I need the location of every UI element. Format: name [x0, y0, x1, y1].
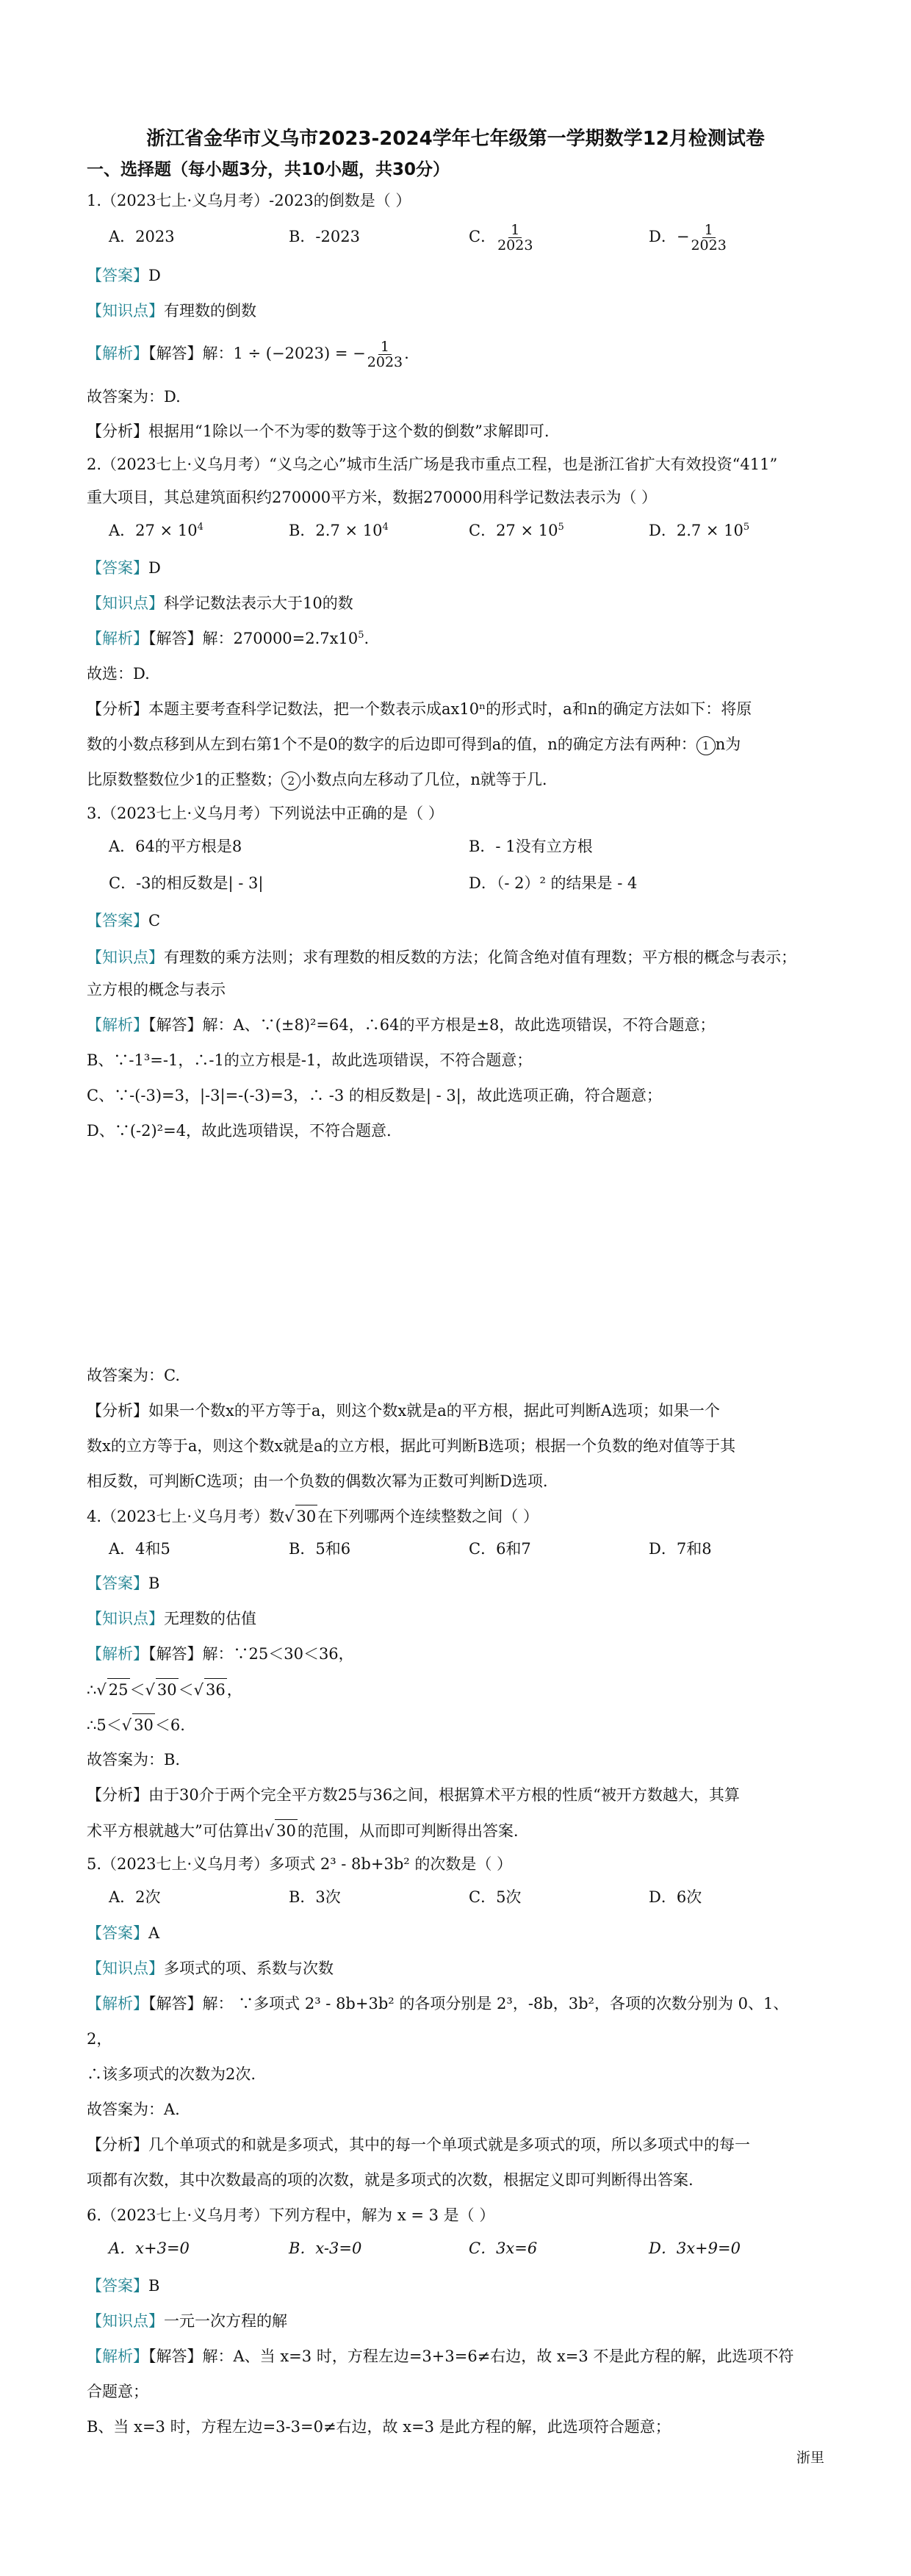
- conclusion-line: 故答案为：C.: [87, 1367, 180, 1384]
- solution-line: ∴√ 25＜√ 30＜√ 36，: [87, 1678, 829, 1701]
- solution-line: 2，: [87, 2030, 112, 2048]
- option-b: B．3次: [289, 1888, 341, 1906]
- circled-number: 1: [696, 736, 716, 755]
- option-b: B．x-3=0: [289, 2239, 362, 2257]
- fraction: $\frac{1}{2023}$: [497, 222, 533, 253]
- solution-line: C、∵-(-3)=3，|-3|=-(-3)=3，∴ -3 的相反数是| - 3|，故此选项正确，符合题意；: [87, 1087, 662, 1104]
- option-a: A．2次: [109, 1888, 161, 1906]
- knowledge-line: 【知识点】无理数的估值: [87, 1610, 256, 1627]
- knowledge-line: 立方根的概念与表示: [87, 981, 226, 999]
- option-d: D．− $\frac{1}{2023}$: [649, 222, 727, 253]
- knowledge-line: 【知识点】一元一次方程的解: [87, 2312, 287, 2330]
- question-1-options: [109, 220, 829, 253]
- option-b: B．$2.7 \times 10^4$: [289, 522, 389, 539]
- analysis-line: 数的小数点移到从左到右第1个不是0的数字的后边即可得到a的值，n的确定方法有两种： 1 n为: [87, 733, 829, 755]
- conclusion-line: 故选：D.: [87, 665, 150, 683]
- analysis-line: 术平方根就越大”可估算出√ 30的范围，从而即可判断得出答案.: [87, 1819, 829, 1842]
- option-a: A．4和5: [109, 1540, 170, 1558]
- solution-line: 【解析】【解答】解：A、∵(±8)²=64，∴64的平方根是±8，故此选项错误，不符合题意；: [87, 1016, 716, 1034]
- question-1-stem: 1.（2023七上·义乌月考）-2023的倒数是（ ）: [87, 192, 411, 209]
- question-2-stem: 重大项目，其总建筑面积约270000平方米，数据270000用科学记数法表示为（ ）: [87, 489, 658, 506]
- option-b: B．- 1没有立方根: [469, 838, 593, 855]
- solution-line: 【解析】【解答】解：A、当 x=3 时，方程左边=3+3=6≠右边，故 x=3 不是此方程的解，此选项不符: [87, 2347, 794, 2365]
- fraction: $\frac{1}{2023}$: [367, 339, 403, 370]
- option-c: C．6和7: [469, 1540, 531, 1558]
- option-c: C． $\frac{1}{2023}$: [469, 222, 533, 253]
- answer-line: 【答案】C: [87, 912, 161, 929]
- option-d: D．7和8: [649, 1540, 712, 1558]
- question-3-options-row1: [109, 830, 829, 863]
- analysis-line: 比原数整数位少1的正整数； 2 小数点向左移动了几位，n就等于几.: [87, 769, 829, 791]
- option-d: D．3x+9=0: [649, 2239, 741, 2257]
- solution-line: ∴5＜√ 30＜6.: [87, 1713, 829, 1736]
- option-c: C．$27 \times 10^5$: [469, 522, 564, 539]
- option-a: A．x+3=0: [109, 2239, 190, 2257]
- solution-line: B、∵-1³=-1，∴-1的立方根是-1，故此选项错误，不符合题意；: [87, 1051, 533, 1069]
- question-4-stem: 4.（2023七上·义乌月考）数√ 30在下列哪两个连续整数之间（ ）: [87, 1505, 829, 1528]
- question-5-options: [109, 1881, 829, 1913]
- option-d: D．$2.7 \times 10^5$: [649, 522, 750, 539]
- question-2-stem: 2.（2023七上·义乌月考）“义乌之心”城市生活广场是我市重点工程，也是浙江省扩大有效投资“411”: [87, 456, 778, 473]
- answer-line: 【答案】B: [87, 2277, 160, 2295]
- analysis-line: 数x的立方等于a，则这个数x就是a的立方根，据此可判断B选项；根据一个负数的绝对值等于其: [87, 1437, 736, 1455]
- option-b: B．-2023: [289, 228, 360, 245]
- option-a: A．2023: [109, 228, 175, 245]
- circled-number: 2: [281, 771, 300, 791]
- answer-line: 【答案】B: [87, 1575, 160, 1592]
- page-title: 浙江省金华市义乌市2023-2024学年七年级第一学期数学12月检测试卷: [146, 128, 765, 150]
- question-4-options: [109, 1533, 829, 1565]
- fraction: $\frac{1}{2023}$: [691, 222, 727, 253]
- analysis-line: 项都有次数，其中次数最高的项的次数，就是多项式的次数，根据定义即可判断得出答案.: [87, 2171, 694, 2189]
- solution-line: D、∵(-2)²=4，故此选项错误，不符合题意.: [87, 1122, 392, 1140]
- knowledge-line: 【知识点】有理数的倒数: [87, 302, 256, 320]
- solution-line: 合题意；: [87, 2383, 148, 2400]
- analysis-line: 【分析】几个单项式的和就是多项式，其中的每一个单项式就是多项式的项，所以多项式中的每一: [87, 2136, 750, 2154]
- analysis-line: 【分析】由于30介于两个完全平方数25与36之间，根据算术平方根的性质“被开方数越大，其算: [87, 1786, 740, 1804]
- analysis-line: 【分析】本题主要考查科学记数法，把一个数表示成ax10ⁿ的形式时，a和n的确定方法如下：将原: [87, 700, 752, 718]
- solution-line: 【解析】【解答】解： ∵多项式 2³ - 8b+3b² 的各项分别是 2³，-8b，3b²，各项的次数分别为 0、1、: [87, 1995, 789, 2012]
- conclusion-line: 故答案为：D.: [87, 388, 181, 406]
- option-d: D．6次: [649, 1888, 702, 1906]
- question-5-stem: 5.（2023七上·义乌月考）多项式 2³ - 8b+3b² 的次数是（ ）: [87, 1855, 513, 1873]
- knowledge-line: 【知识点】有理数的乘方法则；求有理数的相反数的方法；化简含绝对值有理数；平方根的概念与表示；: [87, 949, 796, 966]
- analysis-line: 相反数，可判断C选项；由一个负数的偶数次幂为正数可判断D选项.: [87, 1472, 548, 1490]
- question-6-stem: 6.（2023七上·义乌月考）下列方程中，解为 x = 3 是（ ）: [87, 2206, 495, 2224]
- question-2-options: [109, 514, 829, 547]
- solution-line: 【解析】【解答】解：1 ÷ (−2023) = − $\frac{1}{2023}$ .: [87, 339, 409, 370]
- option-c: C．5次: [469, 1888, 522, 1906]
- solution-line: 【解析】【解答】解：∵25＜30＜36，: [87, 1645, 354, 1663]
- footer-watermark: 浙里: [796, 2450, 824, 2466]
- analysis-line: 【分析】如果一个数x的平方等于a，则这个数x就是a的平方根，据此可判断A选项；如果一个: [87, 1402, 720, 1420]
- option-c: C．3x=6: [469, 2239, 538, 2257]
- solution-line: B、当 x=3 时，方程左边=3-3=0≠右边，故 x=3 是此方程的解，此选项符合题意；: [87, 2418, 671, 2436]
- question-3-options-row2: [109, 867, 829, 899]
- knowledge-line: 【知识点】科学记数法表示大于10的数: [87, 594, 353, 612]
- option-d: D．（- 2）² 的结果是 - 4: [469, 874, 638, 892]
- option-c: C．-3的相反数是| - 3|: [109, 874, 264, 892]
- option-a: A．$27 \times 10^4$: [109, 522, 204, 539]
- question-6-options: [109, 2232, 829, 2264]
- question-3-stem: 3.（2023七上·义乌月考）下列说法中正确的是（ ）: [87, 805, 444, 822]
- answer-line: 【答案】A: [87, 1924, 160, 1942]
- conclusion-line: 故答案为：A.: [87, 2101, 180, 2118]
- conclusion-line: 故答案为：B.: [87, 1751, 181, 1769]
- answer-line: 【答案】D: [87, 559, 161, 577]
- analysis-line: 【分析】根据用“1除以一个不为零的数等于这个数的倒数”求解即可.: [87, 422, 550, 440]
- option-a: A．64的平方根是8: [109, 838, 242, 855]
- solution-line: 【解析】【解答】解：$270000=2.7x10^5$.: [87, 630, 370, 647]
- section-heading: 一、选择题（每小题3分，共10小题，共30分）: [87, 160, 450, 179]
- answer-line: 【答案】D: [87, 267, 161, 284]
- knowledge-line: 【知识点】多项式的项、系数与次数: [87, 1960, 334, 1977]
- option-b: B．5和6: [289, 1540, 351, 1558]
- solution-line: ∴该多项式的次数为2次.: [87, 2065, 256, 2083]
